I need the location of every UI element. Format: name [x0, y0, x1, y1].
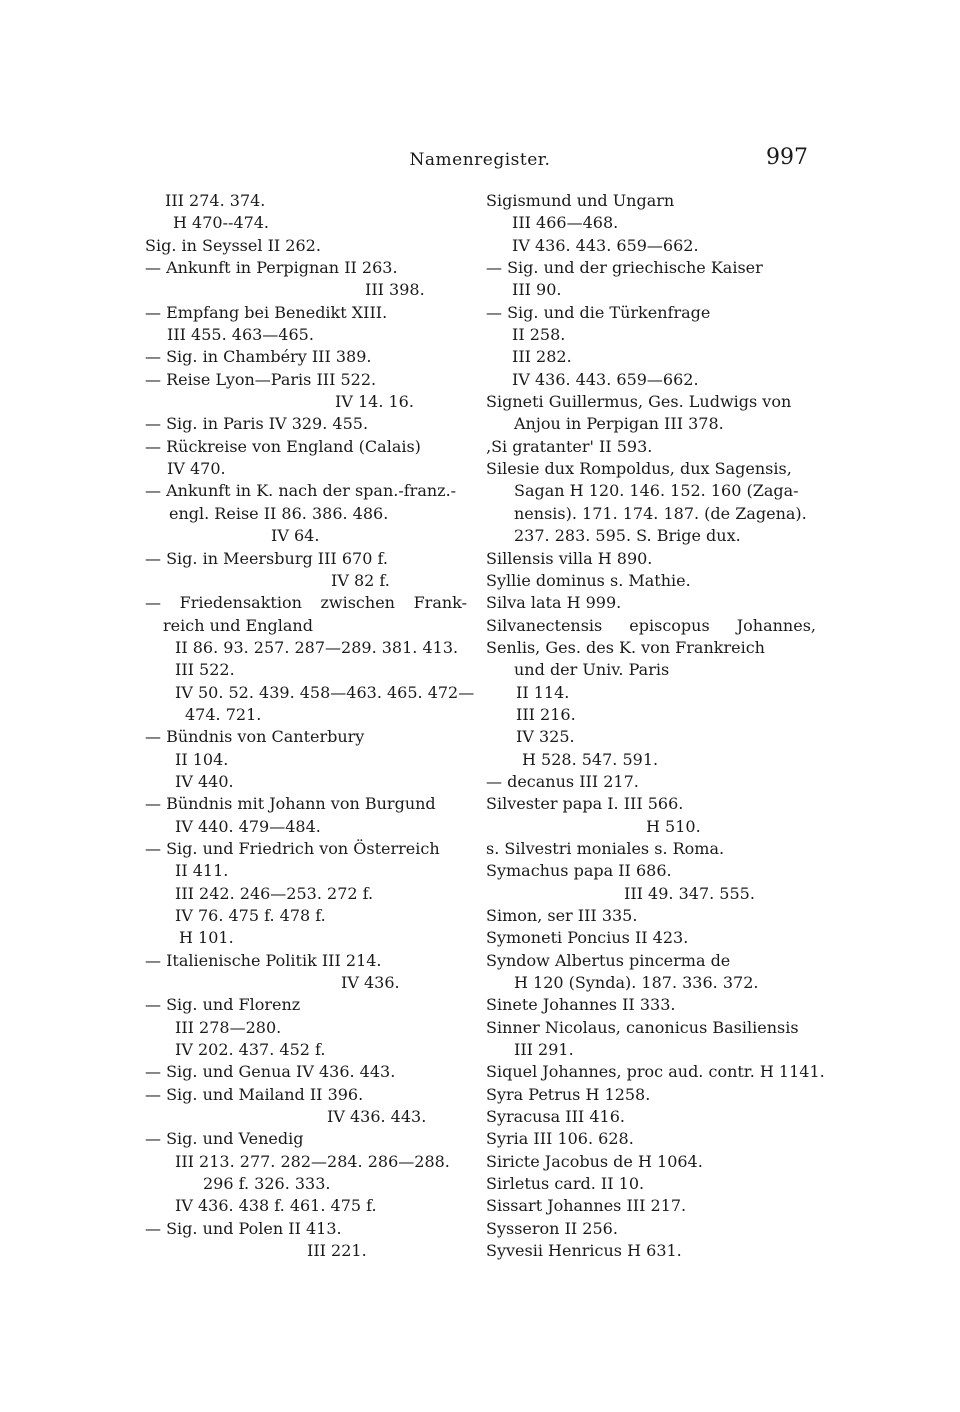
index-entry-line: engl. Reise II 86. 386. 486. — [169, 503, 389, 523]
index-entry-line: III 291. — [514, 1040, 574, 1060]
index-entry-line: IV 470. — [167, 459, 226, 479]
index-entry-line: — Italienische Politik III 214. — [145, 950, 382, 970]
index-entry-line: Sigismund und Ungarn — [486, 191, 675, 210]
index-entry-line: IV 325. — [516, 727, 575, 747]
index-entry-line: III 49. 347. 555. — [624, 883, 755, 903]
page-number: 997 — [766, 145, 808, 170]
index-column-right — [486, 190, 825, 1263]
index-entry-line: — Sig. und Genua IV 436. 443. — [145, 1062, 396, 1082]
index-entry-line: III 398. — [365, 280, 425, 300]
index-entry-line: Silva lata H 999. — [486, 593, 622, 613]
index-entry-line: III 278—280. — [175, 1017, 282, 1037]
index-entry-line: 474. 721. — [185, 704, 262, 724]
index-entry-line: Senlis, Ges. des K. von Frankreich — [486, 637, 765, 657]
index-entry-line: — Sig. und der griechische Kaiser — [486, 258, 763, 278]
index-entry-line: — Sig. in Chambéry III 389. — [145, 347, 372, 367]
index-entry-line: Sig. in Seyssel II 262. — [145, 235, 321, 255]
index-entry-line: Siquel Johannes, proc aud. contr. H 1141. — [486, 1062, 825, 1082]
index-entry-line: Anjou in Perpigan III 378. — [514, 414, 724, 434]
index-entry-line: H 528. 547. 591. — [522, 749, 659, 769]
index-entry-line: — Friedensaktion zwischen Frank- — [145, 593, 467, 613]
index-entry-line: II 411. — [175, 861, 229, 881]
index-entry-line: Syra Petrus H 1258. — [486, 1084, 651, 1104]
index-entry-line: — Sig. und Florenz — [145, 995, 301, 1015]
index-entry-line: III 242. 246—253. 272 f. — [175, 883, 374, 903]
index-column-left — [145, 190, 475, 1263]
index-entry-line: Sysseron II 256. — [486, 1218, 618, 1238]
index-entry-line: s. Silvestri moniales s. Roma. — [486, 838, 725, 858]
index-entry-line: II 114. — [516, 682, 570, 702]
index-entry-line: reich und England — [163, 615, 313, 635]
index-entry-line: Signeti Guillermus, Ges. Ludwigs von — [486, 392, 792, 412]
index-entry-line: IV 50. 52. 439. 458—463. 465. 472— — [175, 682, 475, 702]
index-entry-line: IV 76. 475 f. 478 f. — [175, 906, 326, 925]
index-entry-line: IV 64. — [271, 526, 320, 546]
index-entry-line: Sinner Nicolaus, canonicus Basiliensis — [486, 1017, 799, 1037]
index-entry-line: ‚Si gratanter' II 593. — [486, 436, 653, 456]
index-entry-line: IV 202. 437. 452 f. — [175, 1040, 326, 1060]
index-entry-line: — Sig. und Friedrich von Österreich — [145, 838, 440, 858]
index-entry-line: — Bündnis mit Johann von Burgund — [145, 794, 436, 814]
index-entry-line: III 90. — [512, 280, 562, 300]
index-entry-line: IV 82 f. — [331, 570, 390, 590]
index-entry-line: — Sig. und die Türkenfrage — [486, 302, 711, 322]
index-entry-line: Symoneti Poncius II 423. — [486, 928, 689, 948]
index-entry-line: H 510. — [646, 816, 701, 836]
index-entry-line: H 101. — [179, 928, 234, 948]
index-entry-line: IV 436. 438 f. 461. 475 f. — [175, 1196, 377, 1216]
running-header-title: Namenregister. — [409, 150, 551, 170]
index-entry-line: III 522. — [175, 660, 235, 680]
index-entry-line: II 258. — [512, 325, 566, 345]
index-entry-line: — decanus III 217. — [486, 771, 639, 791]
index-entry-line: — Reise Lyon—Paris III 522. — [145, 369, 377, 389]
index-entry-line: Syria III 106. 628. — [486, 1129, 634, 1149]
index-entry-line: IV 14. 16. — [335, 392, 414, 412]
index-entry-line: Sagan H 120. 146. 152. 160 (Zaga- — [514, 481, 799, 501]
index-entry-line: — Sig. und Polen II 413. — [145, 1218, 342, 1238]
index-entry-line: III 455. 463—465. — [167, 325, 314, 345]
index-entry-line: IV 436. 443. 659—662. — [512, 235, 699, 255]
index-entry-line: H 470--474. — [173, 213, 270, 233]
index-entry-line: IV 440. 479—484. — [175, 816, 321, 836]
index-entry-line: 237. 283. 595. S. Brige dux. — [514, 526, 741, 546]
index-entry-line: III 466—468. — [512, 213, 619, 233]
index-entry-line: Sinete Johannes II 333. — [486, 995, 676, 1015]
index-entry-line: III 282. — [512, 347, 572, 367]
index-entry-line: Silvanectensis episcopus Johannes, — [486, 615, 816, 635]
index-entry-line: II 86. 93. 257. 287—289. 381. 413. — [175, 637, 459, 657]
index-entry-line: Silesie dux Rompoldus, dux Sagensis, — [486, 459, 792, 479]
index-entry-line: Syllie dominus s. Mathie. — [486, 570, 691, 590]
index-entry-line: Silvester papa I. III 566. — [486, 794, 684, 814]
index-entry-line: nensis). 171. 174. 187. (de Zagena). — [514, 503, 807, 523]
index-entry-line: 296 f. 326. 333. — [203, 1174, 331, 1194]
index-entry-line: IV 436. 443. — [327, 1107, 427, 1127]
index-entry-line: — Sig. in Meersburg III 670 f. — [145, 548, 388, 568]
index-entry-line: Sirletus card. II 10. — [486, 1174, 645, 1194]
index-entry-line: Sissart Johannes III 217. — [486, 1196, 687, 1216]
index-entry-line: III 213. 277. 282—284. 286—288. — [175, 1151, 450, 1171]
index-entry-line: Symachus papa II 686. — [486, 861, 672, 881]
index-entry-line: — Sig. und Venedig — [145, 1129, 304, 1149]
index-entry-line: III 221. — [307, 1241, 367, 1261]
index-entry-line: Syvesii Henricus H 631. — [486, 1241, 682, 1261]
index-entry-line: H 120 (Synda). 187. 336. 372. — [514, 973, 759, 993]
index-entry-line: Siricte Jacobus de H 1064. — [486, 1151, 703, 1171]
index-entry-line: Sillensis villa H 890. — [486, 548, 653, 568]
index-entry-line: — Rückreise von England (Calais) — [145, 436, 421, 456]
index-entry-line: — Sig. in Paris IV 329. 455. — [145, 414, 369, 434]
index-entry-line: IV 440. — [175, 771, 234, 791]
index-entry-line: III 274. 374. — [165, 191, 266, 210]
index-entry-line: — Bündnis von Canterbury — [145, 727, 365, 747]
index-entry-line: — Sig. und Mailand II 396. — [145, 1084, 364, 1104]
index-entry-line: — Empfang bei Benedikt XIII. — [145, 302, 388, 322]
index-entry-line: — Ankunft in Perpignan II 263. — [145, 258, 398, 278]
index-entry-line: IV 436. — [341, 973, 400, 993]
index-entry-line: Syracusa III 416. — [486, 1107, 625, 1127]
index-entry-line: Simon, ser III 335. — [486, 906, 638, 925]
index-entry-line: IV 436. 443. 659—662. — [512, 369, 699, 389]
index-entry-line: Syndow Albertus pincerma de — [486, 950, 731, 970]
index-entry-line: III 216. — [516, 704, 576, 724]
index-entry-line: II 104. — [175, 749, 229, 769]
index-entry-line: und der Univ. Paris — [514, 660, 670, 680]
index-entry-line: — Ankunft in K. nach der span.-franz.- — [145, 481, 457, 501]
